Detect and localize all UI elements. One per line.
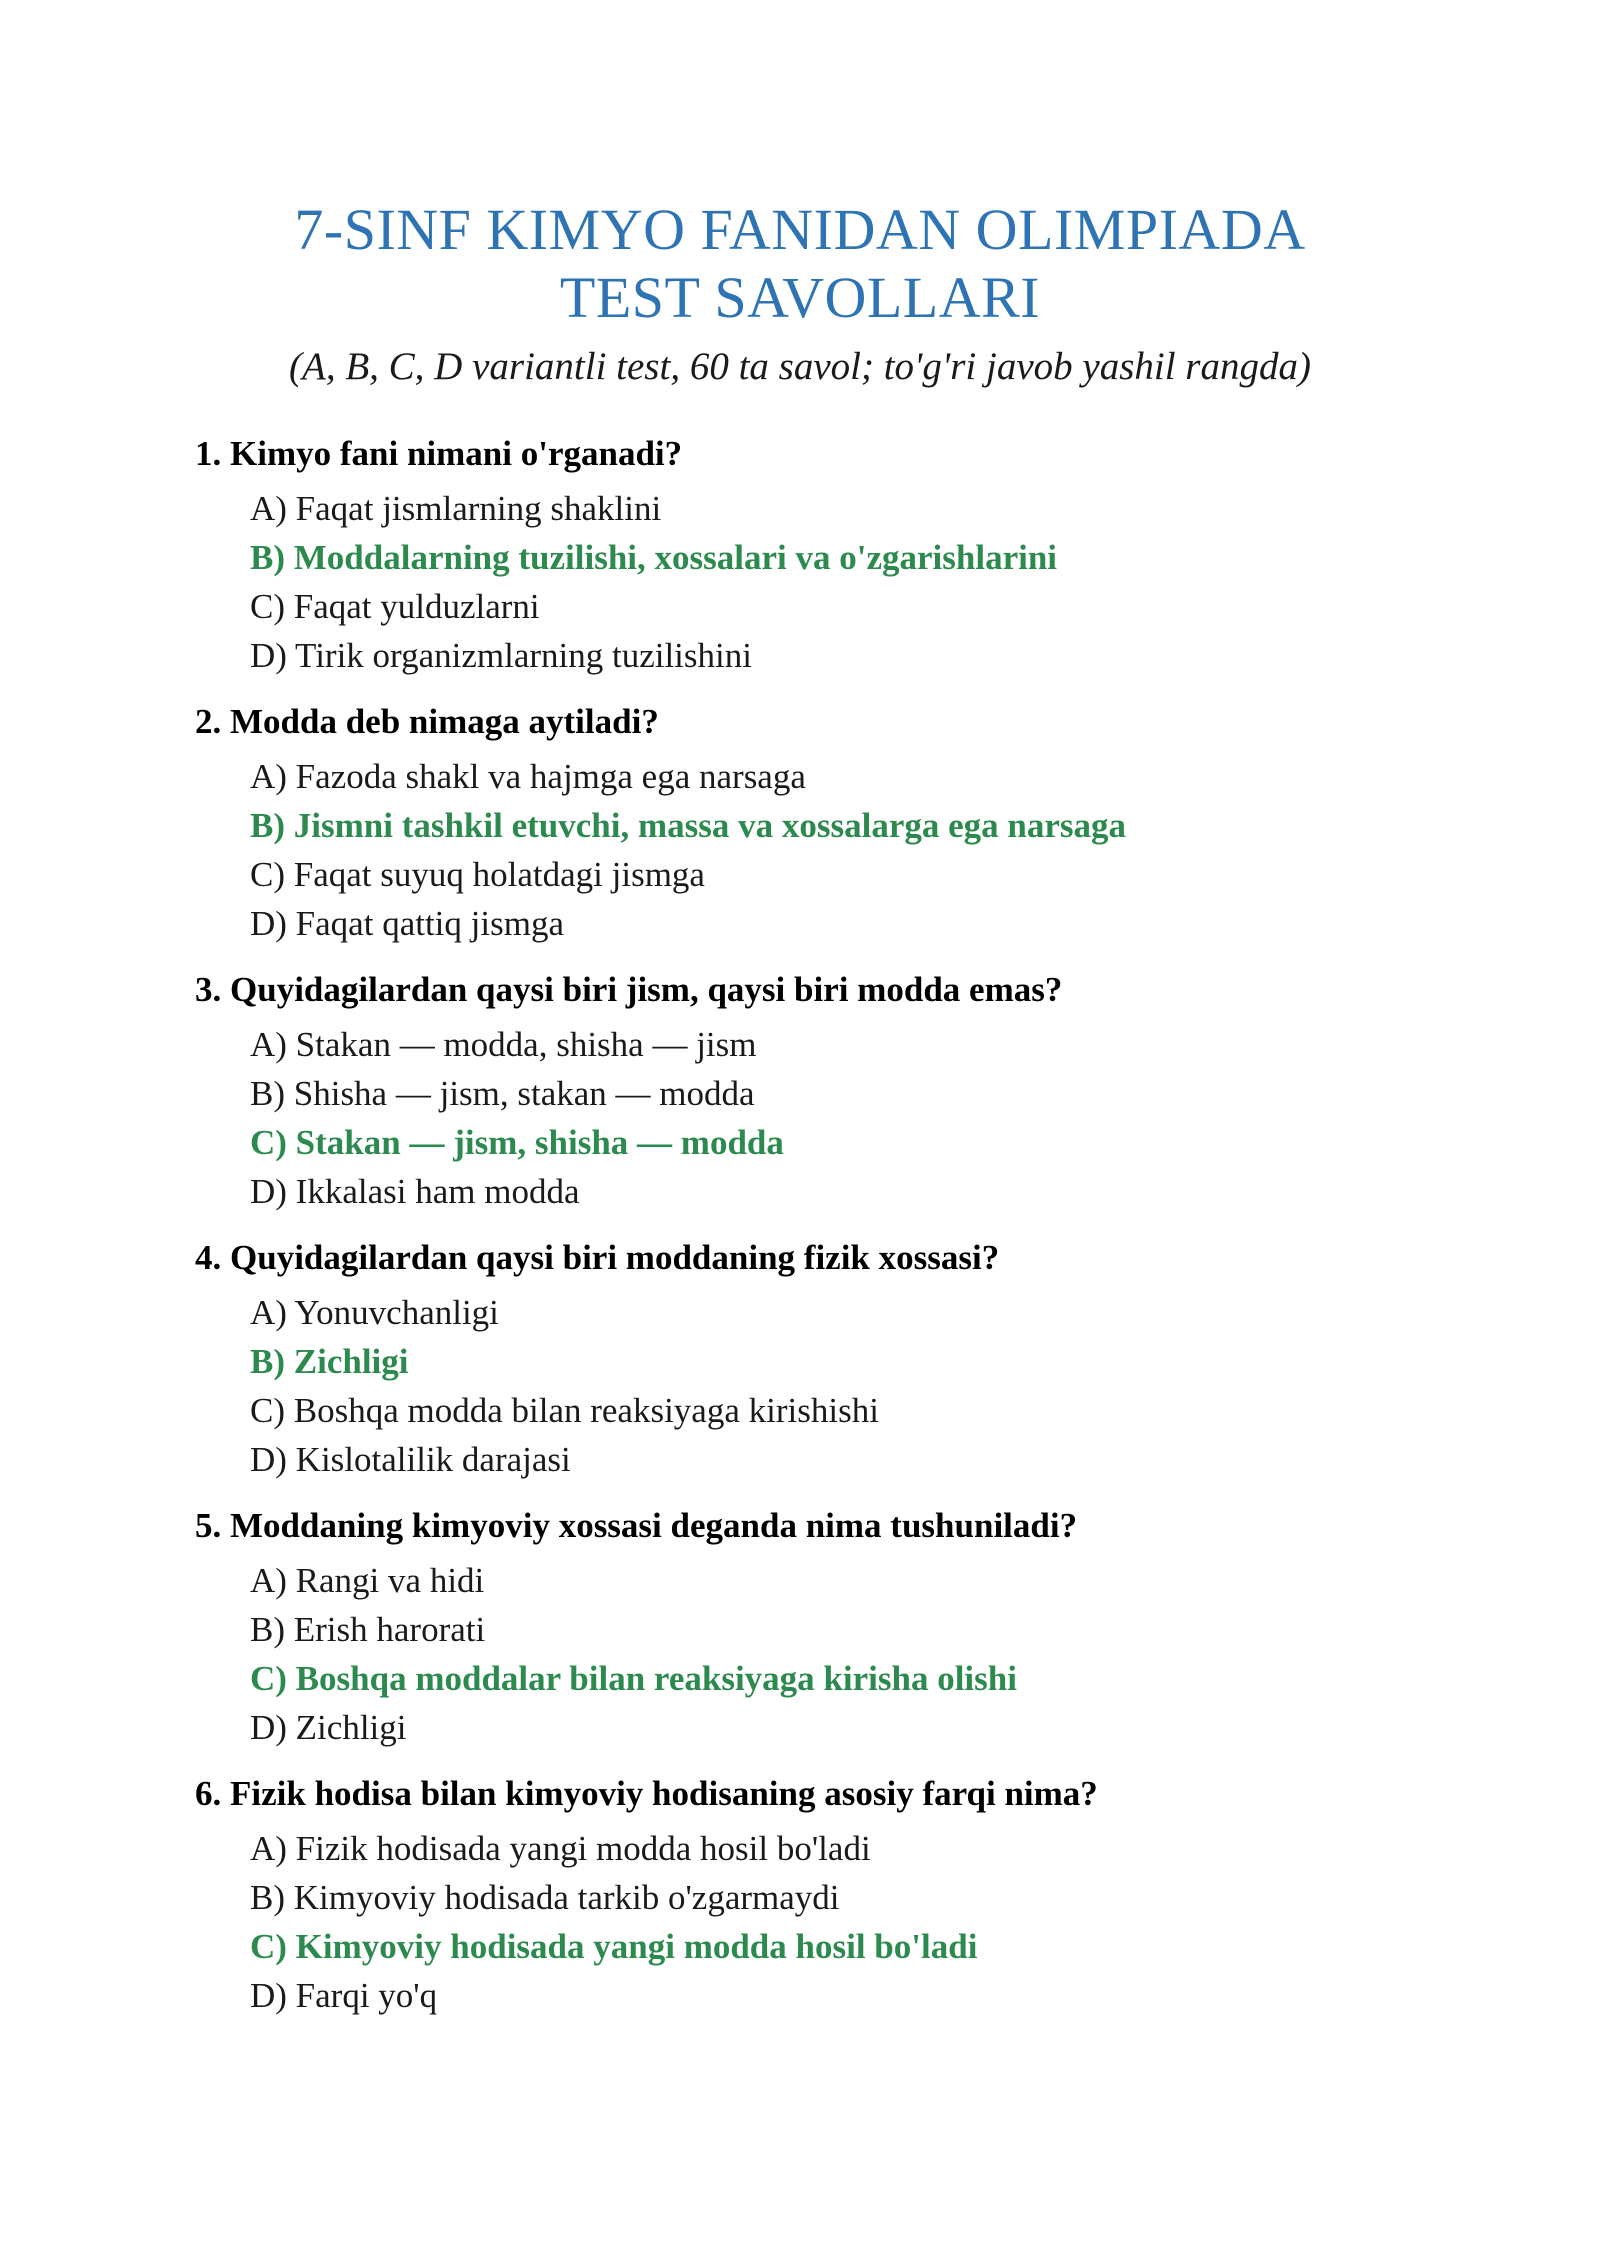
option-a: A) Faqat jismlarning shaklini <box>250 489 662 528</box>
title-line-2: TEST SAVOLLARI <box>559 265 1041 330</box>
question-text: 3. Quyidagilardan qaysi biri jism, qaysi biri modda emas? <box>195 970 1063 1009</box>
option-c: C) Faqat suyuq holatdagi jismga <box>250 855 705 894</box>
question-text: 1. Kimyo fani nimani o'rganadi? <box>195 434 683 473</box>
option-b: B) Moddalarning tuzilishi, xossalari va o'zgarishlarini <box>250 538 1058 577</box>
question-text: 6. Fizik hodisa bilan kimyoviy hodisaning asosiy farqi nima? <box>195 1774 1098 1813</box>
option-d: D) Tirik organizmlarning tuzilishini <box>250 636 752 675</box>
option-c: C) Stakan — jism, shisha — modda <box>250 1123 784 1162</box>
question-list <box>195 432 1455 2040</box>
option-c: C) Kimyoviy hodisada yangi modda hosil bo'ladi <box>250 1927 978 1966</box>
question-1 <box>195 432 1455 680</box>
option-a: A) Rangi va hidi <box>250 1561 485 1600</box>
option-b: B) Erish harorati <box>250 1610 486 1649</box>
option-d: D) Ikkalasi ham modda <box>250 1172 580 1211</box>
question-4 <box>195 1236 1455 1484</box>
option-d: D) Faqat qattiq jismga <box>250 904 564 943</box>
option-b: B) Shisha — jism, stakan — modda <box>250 1074 755 1113</box>
question-text: 5. Moddaning kimyoviy xossasi deganda nima tushuniladi? <box>195 1506 1078 1545</box>
question-text: 4. Quyidagilardan qaysi biri moddaning fizik xossasi? <box>195 1238 1000 1277</box>
title-line-1: 7-SINF KIMYO FANIDAN OLIMPIADA <box>294 197 1306 262</box>
option-d: D) Farqi yo'q <box>250 1976 438 2015</box>
option-d: D) Kislotalilik darajasi <box>250 1440 571 1479</box>
option-c: C) Faqat yulduzlarni <box>250 587 540 626</box>
question-6 <box>195 1772 1455 2020</box>
option-a: A) Stakan — modda, shisha — jism <box>250 1025 757 1064</box>
option-d: D) Zichligi <box>250 1708 407 1747</box>
question-5 <box>195 1504 1455 1752</box>
question-text: 2. Modda deb nimaga aytiladi? <box>195 702 659 741</box>
option-a: A) Fizik hodisada yangi modda hosil bo'ladi <box>250 1829 871 1868</box>
page-subtitle: (A, B, C, D variantli test, 60 ta savol; to'g'ri javob yashil rangda) <box>289 345 1311 388</box>
option-a: A) Fazoda shakl va hajmga ega narsaga <box>250 757 806 796</box>
option-b: B) Zichligi <box>250 1342 409 1381</box>
question-2 <box>195 700 1455 948</box>
question-3 <box>195 968 1455 1216</box>
option-b: B) Jismni tashkil etuvchi, massa va xossalarga ega narsaga <box>250 806 1127 845</box>
option-c: C) Boshqa moddalar bilan reaksiyaga kirisha olishi <box>250 1659 1017 1698</box>
option-b: B) Kimyoviy hodisada tarkib o'zgarmaydi <box>250 1878 840 1917</box>
option-a: A) Yonuvchanligi <box>250 1293 499 1332</box>
option-c: C) Boshqa modda bilan reaksiyaga kirishishi <box>250 1391 879 1430</box>
page-title <box>0 196 1600 332</box>
